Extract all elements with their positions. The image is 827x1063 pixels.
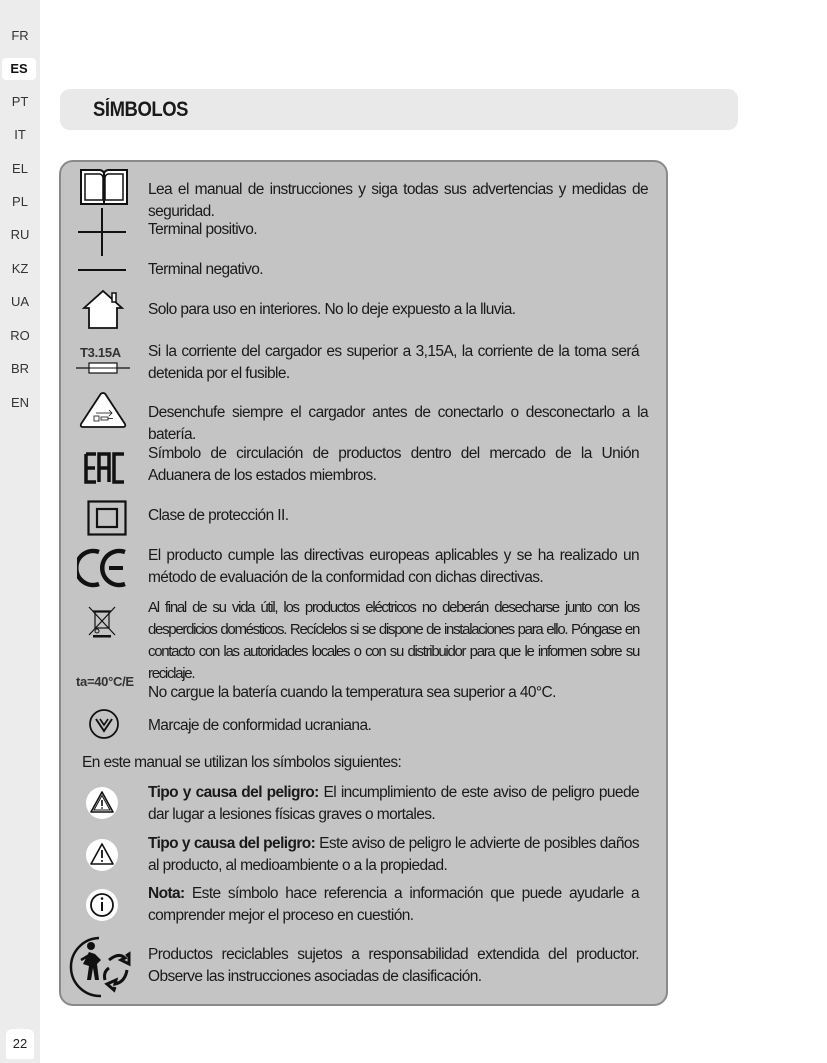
fuse-label: T3.15A <box>80 345 121 360</box>
symbol-text-temperature: No cargue la batería cuando la temperatura sea superior a 40°C. <box>148 684 556 701</box>
ce-icon <box>77 548 129 588</box>
fuse-icon <box>76 362 130 374</box>
triman-recycle-icon <box>69 934 135 998</box>
notice-info-lead: Nota: <box>148 885 185 902</box>
lang-ua[interactable]: UA <box>10 294 30 309</box>
manual-book-icon <box>78 166 130 208</box>
notice-triman-text: Productos reciclables sujetos a responsabilidad extendida del productor. Observe las instrucciones asociadas de clasificación. <box>148 946 639 985</box>
symbol-text-fuse: Si la corriente del cargador es superior a 3,15A, la corriente de la toma será detenida por el fusible. <box>148 343 639 382</box>
notice-info-text: Este símbolo hace referencia a información que puede ayudarle a comprender mejor el proceso en cuestión. <box>148 885 639 924</box>
symbol-text-eac: Símbolo de circulación de productos dentro del mercado de la Unión Aduanera de los estados miembros. <box>148 445 639 484</box>
house-icon <box>81 288 125 330</box>
symbol-text-positive: Terminal positivo. <box>148 221 257 238</box>
section-title: SÍMBOLOS <box>93 98 189 121</box>
minus-icon <box>77 268 127 272</box>
lang-kz[interactable]: KZ <box>11 261 29 276</box>
info-icon <box>85 888 119 922</box>
notice-caution-text: Este aviso de peligro le advierte de posibles daños al producto, al medioambiente o a la propiedad. <box>148 835 640 874</box>
crossed-bin-icon <box>87 604 117 638</box>
notice-caution <box>148 833 639 877</box>
notice-danger-text: El incumplimiento de este aviso de peligro puede dar lugar a lesiones físicas graves o mortales. <box>148 784 639 823</box>
symbol-text-ce: El producto cumple las directivas europeas aplicables y se ha realizado un método de evaluación de la conformidad con dichas directivas. <box>148 547 639 586</box>
symbol-text-unplug: Desenchufe siempre el cargador antes de conectarlo o desconectarlo a la batería. <box>148 404 648 443</box>
lang-ro[interactable]: RO <box>10 328 30 343</box>
lang-ru[interactable]: RU <box>10 227 30 242</box>
ukraine-conformity-icon <box>88 708 120 740</box>
notice-danger-lead: Tipo y causa del peligro: <box>148 784 319 801</box>
lang-en[interactable]: EN <box>10 395 30 410</box>
symbol-text-negative: Terminal negativo. <box>148 261 263 278</box>
symbol-text-ukraine: Marcaje de conformidad ucraniana. <box>148 717 372 734</box>
intro-text: En este manual se utilizan los símbolos siguientes: <box>82 754 402 771</box>
symbol-text-manual: Lea el manual de instrucciones y siga todas sus advertencias y medidas de seguridad. <box>148 181 648 220</box>
lang-it[interactable]: IT <box>14 127 26 142</box>
notice-danger <box>148 782 639 826</box>
section-header <box>60 89 738 130</box>
symbol-text-indoor: Solo para uso en interiores. No lo deje expuesto a la lluvia. <box>148 301 516 318</box>
caution-triangle-icon <box>85 838 119 872</box>
page-number: 22 <box>6 1029 34 1059</box>
eac-icon <box>84 452 126 484</box>
language-sidebar <box>0 0 40 1063</box>
notice-info <box>148 883 639 927</box>
danger-triangle-icon <box>85 786 119 820</box>
symbol-text-weee: Al final de su vida útil, los productos eléctricos no deberán desecharse junto con los desperdicios domésticos. Recíclelos si se dispone de instalaciones para ello. Póngase en contacto con las autoridades locales o con su distribuidor para que le informen sobre su reciclaje. <box>148 599 639 682</box>
symbols-panel <box>59 160 668 1006</box>
temperature-label: ta=40°C/E <box>76 674 134 689</box>
lang-es[interactable]: ES <box>2 58 36 80</box>
notice-caution-lead: Tipo y causa del peligro: <box>148 835 316 852</box>
lang-el[interactable]: EL <box>12 161 28 176</box>
lang-br[interactable]: BR <box>10 361 30 376</box>
plus-icon <box>77 207 127 257</box>
lang-pt[interactable]: PT <box>11 94 29 109</box>
lang-pl[interactable]: PL <box>12 194 28 209</box>
notice-triman <box>148 944 639 988</box>
double-square-icon <box>87 500 127 536</box>
lang-fr[interactable]: FR <box>11 28 29 43</box>
symbol-text-class2: Clase de protección II. <box>148 507 289 524</box>
unplug-warning-icon <box>78 391 128 429</box>
